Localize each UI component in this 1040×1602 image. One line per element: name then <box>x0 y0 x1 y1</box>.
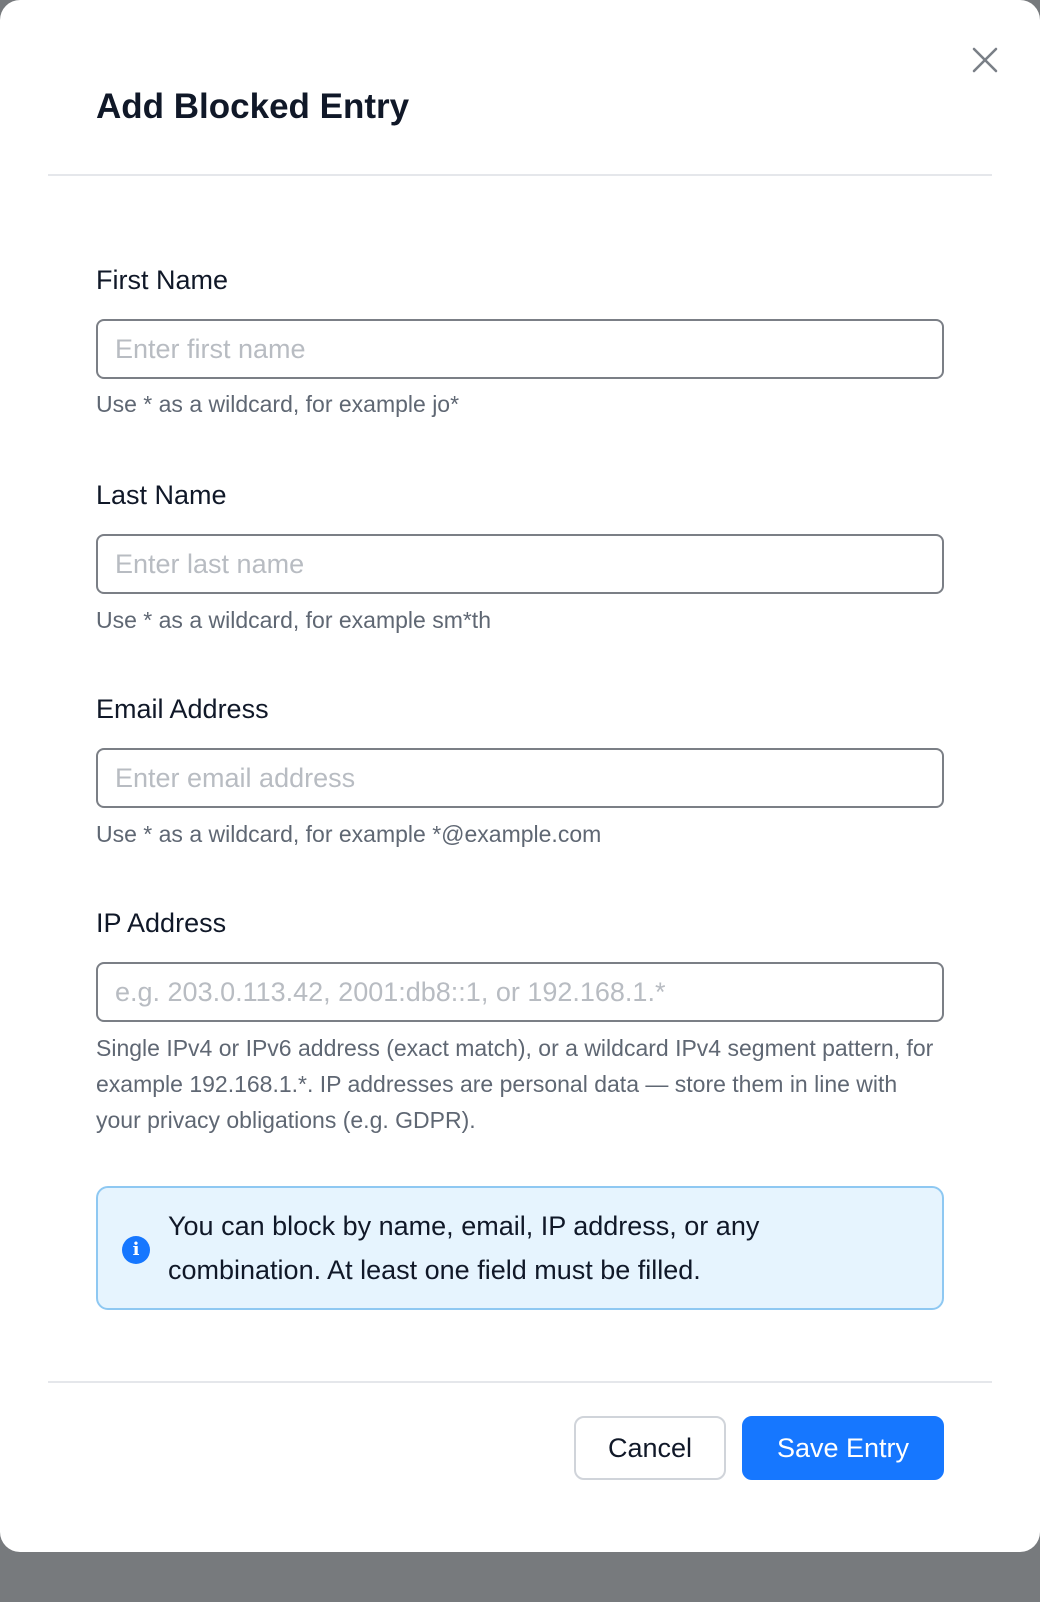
first-name-help: Use * as a wildcard, for example jo* <box>96 391 460 417</box>
cancel-button[interactable]: Cancel <box>574 1416 726 1480</box>
email-label: Email Address <box>96 694 269 724</box>
ip-address-label: IP Address <box>96 908 227 938</box>
footer-divider <box>48 1381 992 1383</box>
email-input[interactable] <box>96 748 944 808</box>
first-name-label: First Name <box>96 265 229 295</box>
last-name-label: Last Name <box>96 480 227 510</box>
last-name-input[interactable] <box>96 534 944 594</box>
dialog-title: Add Blocked Entry <box>96 87 410 126</box>
last-name-help: Use * as a wildcard, for example sm*th <box>96 607 491 633</box>
save-entry-button[interactable]: Save Entry <box>742 1416 944 1480</box>
info-box <box>96 1186 944 1310</box>
ip-address-help: Single IPv4 or IPv6 address (exact match), or a wildcard IPv4 segment pattern, for example 192.168.1.*. IP addresses are personal data — store them in line with your privacy obligations (e.g. GDPR). <box>96 1035 934 1133</box>
header-divider <box>48 174 992 176</box>
info-text: You can block by name, email, IP address, or any combination. At least one field must be filled. <box>168 1211 760 1285</box>
ip-address-input[interactable] <box>96 962 944 1022</box>
first-name-input[interactable] <box>96 319 944 379</box>
info-icon: i <box>122 1236 150 1264</box>
email-help: Use * as a wildcard, for example *@example.com <box>96 821 602 847</box>
close-icon[interactable] <box>965 40 1005 80</box>
